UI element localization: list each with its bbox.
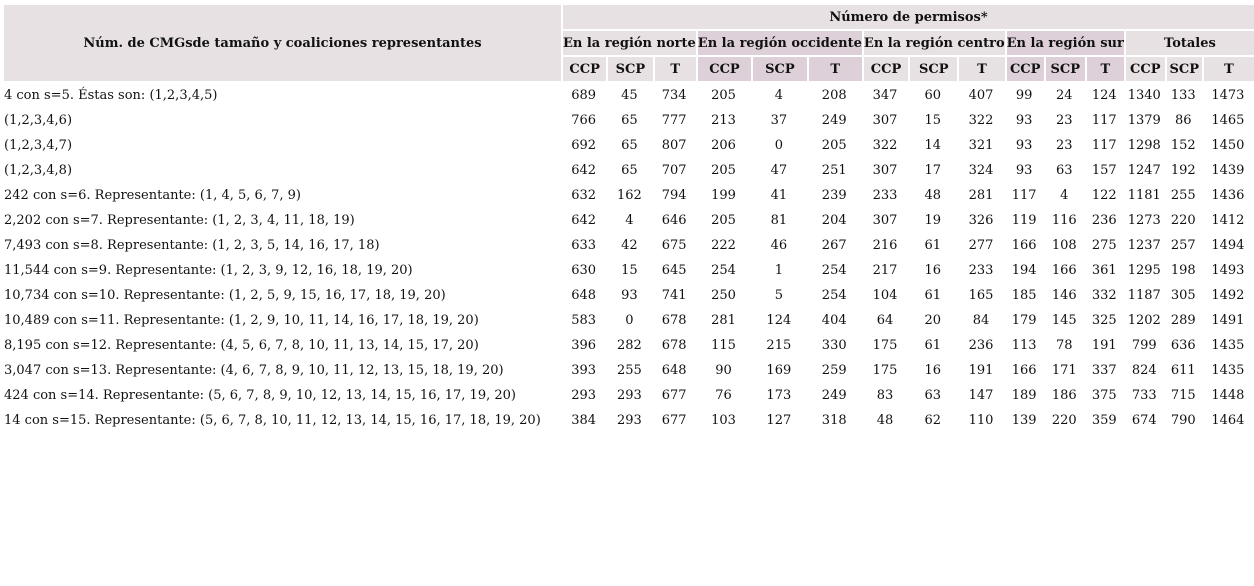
- value-cell: 127: [766, 413, 792, 428]
- value-cell: 1492: [1211, 288, 1245, 303]
- value-cell: 19: [924, 213, 942, 228]
- table-row: [4, 183, 1254, 208]
- value-cell: 62: [924, 413, 942, 428]
- value-cell: 124: [1091, 88, 1117, 103]
- subheader-scp: SCP: [751, 57, 806, 83]
- value-cell: 254: [821, 288, 847, 303]
- value-cell: 1464: [1211, 413, 1245, 428]
- value-cell: 1448: [1211, 388, 1245, 403]
- table-row: [4, 258, 1254, 283]
- value-cell: 99: [1015, 88, 1033, 103]
- value-cell: 61: [924, 288, 942, 303]
- table-row: [4, 83, 1254, 108]
- value-cell: 254: [711, 263, 736, 278]
- value-cell: 5: [774, 288, 783, 303]
- table-row: [4, 208, 1254, 233]
- value-cell: 216: [872, 238, 898, 253]
- value-cell: 4: [625, 213, 634, 228]
- value-cell: 61: [924, 338, 942, 353]
- value-cell: 281: [711, 313, 736, 328]
- subheader-ccp: CCP: [696, 57, 751, 83]
- value-cell: 198: [1170, 263, 1196, 278]
- value-cell: 249: [821, 388, 847, 403]
- value-cell: 324: [968, 163, 994, 178]
- row-header-label: Núm. de CMGsde tamaño y coaliciones representantes: [4, 5, 561, 83]
- row-label: (1,2,3,4,8): [4, 163, 73, 178]
- value-cell: 1: [774, 263, 783, 278]
- value-cell: 777: [661, 113, 687, 128]
- value-cell: 583: [571, 313, 597, 328]
- value-cell: 236: [968, 338, 994, 353]
- value-cell: 633: [571, 238, 597, 253]
- value-cell: 642: [571, 213, 597, 228]
- value-cell: 213: [711, 113, 736, 128]
- value-cell: 0: [774, 138, 783, 153]
- value-cell: 20: [924, 313, 942, 328]
- value-cell: 23: [1055, 113, 1073, 128]
- value-cell: 692: [571, 138, 597, 153]
- value-cell: 147: [968, 388, 994, 403]
- value-cell: 133: [1170, 88, 1196, 103]
- value-cell: 689: [571, 88, 597, 103]
- value-cell: 322: [872, 138, 898, 153]
- subheader-ccp: CCP: [1124, 57, 1165, 83]
- value-cell: 194: [1011, 263, 1037, 278]
- value-cell: 293: [616, 413, 642, 428]
- value-cell: 60: [924, 88, 942, 103]
- table-body: [4, 83, 1254, 433]
- value-cell: 24: [1055, 88, 1073, 103]
- value-cell: 152: [1170, 138, 1196, 153]
- value-cell: 117: [1091, 138, 1117, 153]
- value-cell: 16: [924, 263, 942, 278]
- value-cell: 108: [1051, 238, 1077, 253]
- value-cell: 93: [621, 288, 638, 303]
- value-cell: 204: [821, 213, 847, 228]
- value-cell: 84: [972, 313, 990, 328]
- region-header-totales: Totales: [1124, 31, 1254, 57]
- value-cell: 359: [1091, 413, 1117, 428]
- value-cell: 165: [968, 288, 994, 303]
- value-cell: 766: [571, 113, 597, 128]
- value-cell: 1187: [1127, 288, 1161, 303]
- value-cell: 799: [1131, 338, 1157, 353]
- value-cell: 741: [661, 288, 687, 303]
- value-cell: 630: [571, 263, 597, 278]
- value-cell: 707: [661, 163, 687, 178]
- value-cell: 93: [1015, 163, 1033, 178]
- value-cell: 361: [1091, 263, 1117, 278]
- value-cell: 65: [621, 138, 638, 153]
- value-cell: 1494: [1211, 238, 1245, 253]
- value-cell: 17: [924, 163, 942, 178]
- value-cell: 396: [571, 338, 597, 353]
- region-header-centro: En la región centro: [862, 31, 1005, 57]
- value-cell: 189: [1011, 388, 1037, 403]
- value-cell: 166: [1011, 363, 1037, 378]
- value-cell: 384: [571, 413, 597, 428]
- value-cell: 113: [1011, 338, 1037, 353]
- value-cell: 46: [770, 238, 788, 253]
- value-cell: 4: [774, 88, 783, 103]
- value-cell: 337: [1091, 363, 1117, 378]
- value-cell: 64: [876, 313, 894, 328]
- value-cell: 259: [821, 363, 847, 378]
- value-cell: 636: [1170, 338, 1196, 353]
- value-cell: 790: [1170, 413, 1196, 428]
- row-label: 424 con s=14. Representante: (5, 6, 7, 8, 9, 10, 12, 13, 14, 15, 16, 17, 19, 20): [4, 388, 516, 403]
- value-cell: 347: [872, 88, 898, 103]
- value-cell: 110: [968, 413, 994, 428]
- row-label: 242 con s=6. Representante: (1, 4, 5, 6, 7, 9): [4, 188, 301, 203]
- table-row: [4, 133, 1254, 158]
- value-cell: 93: [1015, 138, 1033, 153]
- value-cell: 678: [661, 338, 687, 353]
- value-cell: 307: [872, 113, 898, 128]
- value-cell: 794: [661, 188, 687, 203]
- value-cell: 220: [1051, 413, 1077, 428]
- value-cell: 41: [770, 188, 788, 203]
- value-cell: 166: [1011, 238, 1037, 253]
- value-cell: 215: [766, 338, 792, 353]
- value-cell: 23: [1055, 138, 1073, 153]
- value-cell: 289: [1170, 313, 1196, 328]
- row-label: 4 con s=5. Éstas son: (1,2,3,4,5): [4, 88, 218, 103]
- value-cell: 648: [571, 288, 597, 303]
- value-cell: 254: [821, 263, 847, 278]
- value-cell: 169: [766, 363, 792, 378]
- value-cell: 236: [1091, 213, 1117, 228]
- value-cell: 4: [1060, 188, 1069, 203]
- value-cell: 1247: [1127, 163, 1161, 178]
- row-label: 7,493 con s=8. Representante: (1, 2, 3, 5, 14, 16, 17, 18): [4, 238, 380, 253]
- value-cell: 648: [661, 363, 687, 378]
- value-cell: 63: [1055, 163, 1073, 178]
- value-cell: 275: [1091, 238, 1117, 253]
- value-cell: 124: [766, 313, 792, 328]
- table-row: [4, 408, 1254, 433]
- value-cell: 282: [616, 338, 642, 353]
- value-cell: 646: [661, 213, 687, 228]
- value-cell: 205: [821, 138, 847, 153]
- value-cell: 83: [876, 388, 894, 403]
- value-cell: 1465: [1211, 113, 1245, 128]
- value-cell: 103: [711, 413, 736, 428]
- value-cell: 375: [1091, 388, 1117, 403]
- value-cell: 239: [821, 188, 847, 203]
- value-cell: 1412: [1211, 213, 1245, 228]
- table-row: [4, 383, 1254, 408]
- table-row: [4, 308, 1254, 333]
- value-cell: 293: [616, 388, 642, 403]
- table-header: [4, 5, 1254, 83]
- value-cell: 166: [1051, 263, 1077, 278]
- value-cell: 1436: [1211, 188, 1245, 203]
- value-cell: 65: [621, 163, 638, 178]
- value-cell: 1237: [1127, 238, 1161, 253]
- value-cell: 48: [924, 188, 942, 203]
- value-cell: 321: [968, 138, 994, 153]
- region-header-sur: En la región sur: [1005, 31, 1124, 57]
- value-cell: 233: [968, 263, 994, 278]
- value-cell: 255: [1170, 188, 1196, 203]
- row-label: (1,2,3,4,6): [4, 113, 73, 128]
- subheader-ccp: CCP: [862, 57, 908, 83]
- value-cell: 677: [661, 413, 687, 428]
- value-cell: 249: [821, 113, 847, 128]
- value-cell: 250: [711, 288, 736, 303]
- value-cell: 1435: [1211, 338, 1245, 353]
- subheader-t: T: [653, 57, 696, 83]
- value-cell: 330: [821, 338, 847, 353]
- value-cell: 277: [968, 238, 994, 253]
- value-cell: 404: [821, 313, 847, 328]
- value-cell: 1340: [1127, 88, 1161, 103]
- value-cell: 116: [1051, 213, 1077, 228]
- value-cell: 305: [1170, 288, 1196, 303]
- value-cell: 267: [821, 238, 847, 253]
- value-cell: 171: [1051, 363, 1077, 378]
- value-cell: 191: [968, 363, 994, 378]
- value-cell: 393: [571, 363, 597, 378]
- region-header-norte: En la región norte: [561, 31, 696, 57]
- value-cell: 807: [661, 138, 687, 153]
- value-cell: 1439: [1211, 163, 1245, 178]
- row-label: (1,2,3,4,7): [4, 138, 73, 153]
- value-cell: 281: [968, 188, 994, 203]
- value-cell: 162: [616, 188, 642, 203]
- header-row-group: [4, 5, 1254, 31]
- subheader-ccp: CCP: [1005, 57, 1044, 83]
- value-cell: 205: [711, 213, 736, 228]
- subheader-scp: SCP: [1165, 57, 1202, 83]
- value-cell: 205: [711, 88, 736, 103]
- value-cell: 199: [711, 188, 736, 203]
- value-cell: 255: [616, 363, 642, 378]
- subheader-scp: SCP: [1044, 57, 1085, 83]
- value-cell: 48: [876, 413, 894, 428]
- value-cell: 734: [661, 88, 687, 103]
- value-cell: 192: [1170, 163, 1196, 178]
- value-cell: 185: [1011, 288, 1037, 303]
- value-cell: 611: [1170, 363, 1196, 378]
- value-cell: 733: [1131, 388, 1157, 403]
- value-cell: 78: [1055, 338, 1073, 353]
- table-row: [4, 283, 1254, 308]
- value-cell: 37: [770, 113, 788, 128]
- value-cell: 251: [821, 163, 847, 178]
- value-cell: 191: [1091, 338, 1117, 353]
- value-cell: 1435: [1211, 363, 1245, 378]
- value-cell: 1491: [1211, 313, 1245, 328]
- value-cell: 42: [621, 238, 638, 253]
- value-cell: 145: [1051, 313, 1077, 328]
- value-cell: 0: [625, 313, 634, 328]
- value-cell: 824: [1131, 363, 1157, 378]
- value-cell: 76: [715, 388, 732, 403]
- value-cell: 173: [766, 388, 792, 403]
- value-cell: 1493: [1211, 263, 1245, 278]
- row-label: 14 con s=15. Representante: (5, 6, 7, 8, 10, 11, 12, 13, 14, 15, 16, 17, 18, 19, 20): [4, 413, 541, 428]
- value-cell: 407: [968, 88, 994, 103]
- table-row: [4, 358, 1254, 383]
- value-cell: 205: [711, 163, 736, 178]
- value-cell: 81: [770, 213, 788, 228]
- subheader-t: T: [957, 57, 1004, 83]
- value-cell: 14: [924, 138, 942, 153]
- subheader-scp: SCP: [606, 57, 652, 83]
- value-cell: 86: [1174, 113, 1192, 128]
- value-cell: 139: [1011, 413, 1037, 428]
- value-cell: 632: [571, 188, 597, 203]
- row-label: 3,047 con s=13. Representante: (4, 6, 7, 8, 9, 10, 11, 12, 13, 15, 18, 19, 20): [4, 363, 504, 378]
- value-cell: 117: [1091, 113, 1117, 128]
- value-cell: 678: [661, 313, 687, 328]
- value-cell: 307: [872, 213, 898, 228]
- value-cell: 15: [924, 113, 942, 128]
- row-label: 8,195 con s=12. Representante: (4, 5, 6, 7, 8, 10, 11, 13, 14, 15, 17, 20): [4, 338, 479, 353]
- value-cell: 65: [621, 113, 638, 128]
- value-cell: 645: [661, 263, 687, 278]
- value-cell: 1298: [1127, 138, 1161, 153]
- value-cell: 257: [1170, 238, 1196, 253]
- value-cell: 186: [1051, 388, 1077, 403]
- value-cell: 1273: [1127, 213, 1161, 228]
- value-cell: 61: [924, 238, 942, 253]
- value-cell: 16: [924, 363, 942, 378]
- table-row: [4, 108, 1254, 133]
- row-label: 10,734 con s=10. Representante: (1, 2, 5, 9, 15, 16, 17, 18, 19, 20): [4, 288, 446, 303]
- value-cell: 122: [1091, 188, 1117, 203]
- value-cell: 1379: [1127, 113, 1161, 128]
- subheader-scp: SCP: [908, 57, 957, 83]
- value-cell: 104: [872, 288, 898, 303]
- subheader-t: T: [1085, 57, 1124, 83]
- value-cell: 222: [711, 238, 736, 253]
- subheader-t: T: [807, 57, 862, 83]
- value-cell: 175: [872, 338, 898, 353]
- value-cell: 1202: [1127, 313, 1161, 328]
- value-cell: 322: [968, 113, 994, 128]
- value-cell: 674: [1131, 413, 1157, 428]
- region-header-occidente: En la región occidente: [696, 31, 862, 57]
- value-cell: 307: [872, 163, 898, 178]
- value-cell: 1450: [1211, 138, 1245, 153]
- value-cell: 677: [661, 388, 687, 403]
- value-cell: 146: [1051, 288, 1077, 303]
- table-row: [4, 333, 1254, 358]
- value-cell: 208: [821, 88, 847, 103]
- value-cell: 217: [872, 263, 898, 278]
- value-cell: 15: [621, 263, 638, 278]
- value-cell: 675: [661, 238, 687, 253]
- value-cell: 332: [1091, 288, 1117, 303]
- value-cell: 642: [571, 163, 597, 178]
- value-cell: 318: [821, 413, 847, 428]
- permits-table: [4, 5, 1254, 433]
- value-cell: 115: [711, 338, 736, 353]
- value-cell: 45: [621, 88, 638, 103]
- value-cell: 90: [715, 363, 732, 378]
- value-cell: 175: [872, 363, 898, 378]
- value-cell: 119: [1011, 213, 1037, 228]
- value-cell: 1473: [1211, 88, 1245, 103]
- row-label: 11,544 con s=9. Representante: (1, 2, 3, 9, 12, 16, 18, 19, 20): [4, 263, 413, 278]
- value-cell: 325: [1091, 313, 1117, 328]
- row-label: 10,489 con s=11. Representante: (1, 2, 9, 10, 11, 14, 16, 17, 18, 19, 20): [4, 313, 479, 328]
- value-cell: 179: [1011, 313, 1037, 328]
- value-cell: 1295: [1127, 263, 1161, 278]
- value-cell: 715: [1170, 388, 1196, 403]
- value-cell: 117: [1011, 188, 1037, 203]
- value-cell: 1181: [1127, 188, 1161, 203]
- value-cell: 233: [872, 188, 898, 203]
- group-header-label: Número de permisos*: [561, 5, 1254, 31]
- value-cell: 293: [571, 388, 597, 403]
- subheader-t: T: [1202, 57, 1254, 83]
- row-label: 2,202 con s=7. Representante: (1, 2, 3, 4, 11, 18, 19): [4, 213, 355, 228]
- value-cell: 157: [1091, 163, 1117, 178]
- value-cell: 47: [770, 163, 788, 178]
- value-cell: 220: [1170, 213, 1196, 228]
- value-cell: 93: [1015, 113, 1033, 128]
- subheader-ccp: CCP: [561, 57, 606, 83]
- value-cell: 326: [968, 213, 994, 228]
- value-cell: 206: [711, 138, 736, 153]
- value-cell: 63: [924, 388, 942, 403]
- table-row: [4, 158, 1254, 183]
- table-row: [4, 233, 1254, 258]
